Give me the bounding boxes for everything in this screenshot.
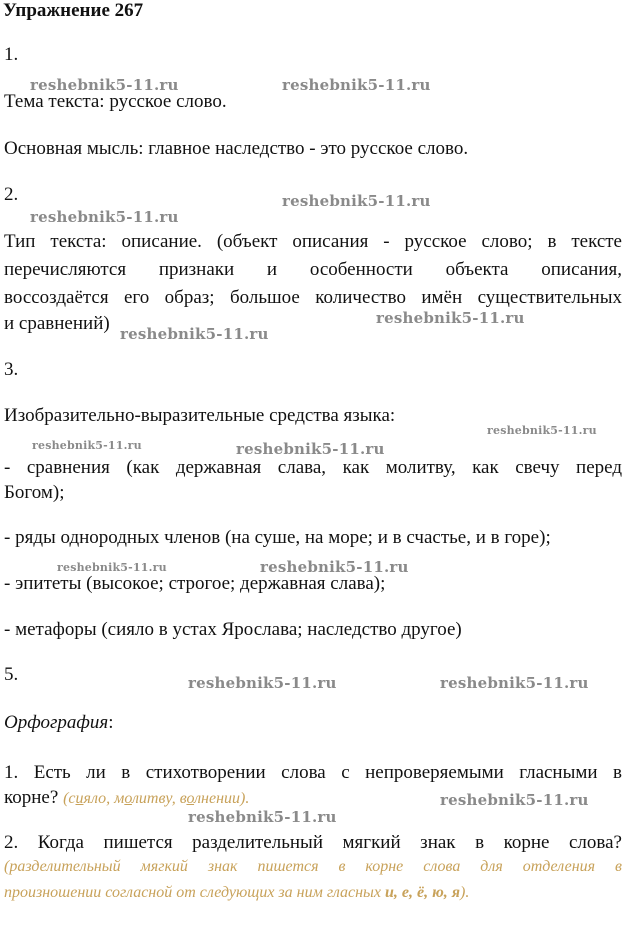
watermark: reshebnik5-11.ru (376, 309, 525, 327)
answer-1-vowel: и (75, 790, 84, 807)
topic-text: Тема текста: русское слово. (4, 91, 227, 112)
metaphors-text: - метафоры (сияло в устах Ярослава; наследство другое) (4, 619, 462, 640)
answer-2-line-1: (разделительный мягкий знак пишется в корне слова для отделения в (4, 858, 622, 875)
answer-2-text: произношении согласной от следующих за ним гласных (4, 884, 381, 901)
epithets-text: - эпитеты (высокое; строгое; державная слава); (4, 573, 386, 594)
main-idea-text: Основная мысль: главное наследство - это русское слово. (4, 138, 469, 159)
answer-1-part: лнении). (194, 790, 250, 807)
watermark: reshebnik5-11.ru (188, 674, 337, 692)
question-1-line-1: 1. Есть ли в стихотворении слова с непроверяемыми гласными в (4, 762, 622, 783)
watermark: reshebnik5-11.ru (260, 558, 409, 576)
homogeneous-members-text: - ряды однородных членов (на суше, на море; и в счастье, и в горе); (4, 527, 551, 548)
orthography-label: Орфография (4, 712, 109, 733)
watermark: reshebnik5-11.ru (32, 439, 142, 452)
page-title: Упражнение 267 (3, 0, 144, 21)
orthography-colon: : (108, 712, 114, 733)
answer-2-letters: и, е, ё, ю, я (385, 884, 461, 901)
question-2-text: 2. Когда пишется разделительный мягкий знак в корне слова? (4, 832, 622, 853)
question-1-line-2 (4, 787, 249, 809)
question-1-end: корне? (4, 787, 59, 808)
watermark: reshebnik5-11.ru (282, 192, 431, 210)
answer-1-part: яло, м (83, 790, 125, 807)
watermark: reshebnik5-11.ru (30, 208, 179, 226)
means-heading: Изобразительно-выразительные средства языка: (4, 405, 396, 426)
comparisons-line-2: Богом); (4, 482, 65, 503)
answer-1-vowel: о (124, 790, 132, 807)
answer-2-end: ). (460, 884, 470, 901)
watermark: reshebnik5-11.ru (282, 76, 431, 94)
answer-1-part: литву, в (131, 790, 187, 807)
section-3-number: 3. (4, 359, 19, 380)
answer-1-part: (с (63, 790, 76, 807)
answer-2-line-2 (4, 884, 622, 902)
section-2-number: 2. (4, 184, 19, 205)
watermark: reshebnik5-11.ru (236, 440, 385, 458)
watermark: reshebnik5-11.ru (440, 674, 589, 692)
section-1-number: 1. (4, 44, 19, 65)
text-type-line-2: перечисляются признаки и особенности объекта описания, (4, 259, 622, 280)
watermark: reshebnik5-11.ru (57, 561, 167, 574)
watermark: reshebnik5-11.ru (188, 808, 337, 826)
answer-1 (63, 790, 249, 807)
answer-1-vowel: о (186, 790, 195, 807)
comparisons-line-1: - сравнения (как державная слава, как молитву, как свечу перед (4, 457, 622, 478)
text-type-line-3: воссоздаётся его образ; большое количество имён существительных (4, 287, 622, 308)
watermark: reshebnik5-11.ru (440, 791, 589, 809)
watermark: reshebnik5-11.ru (120, 325, 269, 343)
orthography-heading (4, 712, 113, 734)
watermark: reshebnik5-11.ru (487, 424, 597, 437)
section-5-number: 5. (4, 664, 19, 685)
text-type-line-4: и сравнений) (4, 313, 110, 334)
text-type-line-1: Тип текста: описание. (объект описания - русское слово; в тексте (4, 231, 622, 252)
watermark: reshebnik5-11.ru (30, 76, 179, 94)
